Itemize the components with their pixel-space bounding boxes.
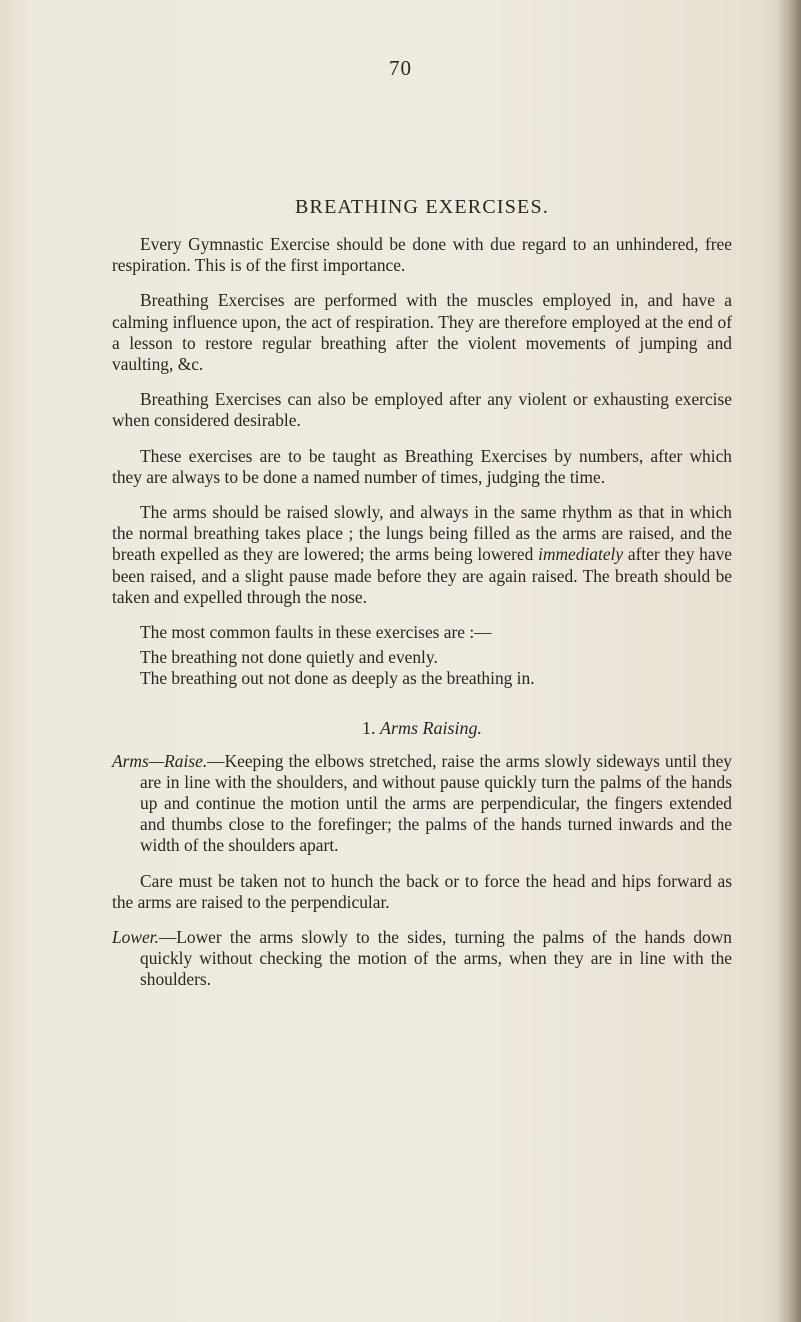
paragraph-usage: Breathing Exercises can also be employed after any violent or exhausting exercise when considered desirable. (112, 389, 732, 431)
lower-command: Lower. (112, 927, 159, 948)
rhythm-text-before: The arms should be raised slowly, and always in the same rhythm as that in which the normal breathing takes place ; the lungs being filled as the arms are raised, and the breath expelled as they are lowered; the arms being lowered (112, 502, 732, 565)
paragraph-purpose: Breathing Exercises are performed with the muscles employed in, and have a calming influence upon, the act of respiration. They are therefore employed at the end of a lesson to restore regular breathing after the violent movements of jumping and vaulting, &c. (112, 290, 732, 375)
rhythm-emphasis: immediately (538, 544, 624, 565)
paragraph-lower (112, 927, 732, 991)
fault-item: The breathing not done quietly and evenly. (140, 647, 438, 668)
lower-text: —Lower the arms slowly to the sides, turning the palms of the hands down quickly without checking the motion of the arms, when they are in line with the shoulders. (140, 927, 732, 990)
raise-text: —Keeping the elbows stretched, raise the arms slowly sideways until they are in line with the shoulders, and without pause quickly turn the palms of the hands up and continue the motion until the arms are perpendicular, the fingers extended and thumbs close to the forefinger; the palms of the hands turned inwards and the width of the shoulders apart. (140, 750, 732, 856)
page-body (112, 196, 732, 1005)
page-edge-shadow (777, 0, 801, 1322)
faults-intro: The most common faults in these exercises are :— (140, 622, 492, 643)
exercise-heading (112, 718, 732, 739)
exercise-number: 1. (361, 717, 376, 738)
rhythm-text-after: after they have been raised, and a slight pause made before they are again raised. The breath should be taken and expelled through the nose. (112, 544, 732, 607)
paragraph-rhythm (112, 502, 732, 608)
chapter-heading: BREATHING EXERCISES. (294, 196, 549, 218)
paragraph-care: Care must be taken not to hunch the back or to force the head and hips forward as the arms are raised to the perpendicular. (112, 870, 732, 912)
raise-command: Arms—Raise. (112, 750, 208, 771)
paragraph-raise (112, 751, 732, 857)
page-number: 70 (389, 56, 412, 80)
faults-list (112, 647, 732, 689)
exercise-name: Arms Raising. (379, 717, 482, 738)
paragraph-intro: Every Gymnastic Exercise should be done with due regard to an unhindered, free respiration. This is of the first importance. (112, 234, 732, 276)
paragraph-teaching: These exercises are to be taught as Breathing Exercises by numbers, after which they are always to be done a named number of times, judging the time. (112, 445, 732, 487)
fault-item: The breathing out not done as deeply as the breathing in. (140, 668, 535, 689)
